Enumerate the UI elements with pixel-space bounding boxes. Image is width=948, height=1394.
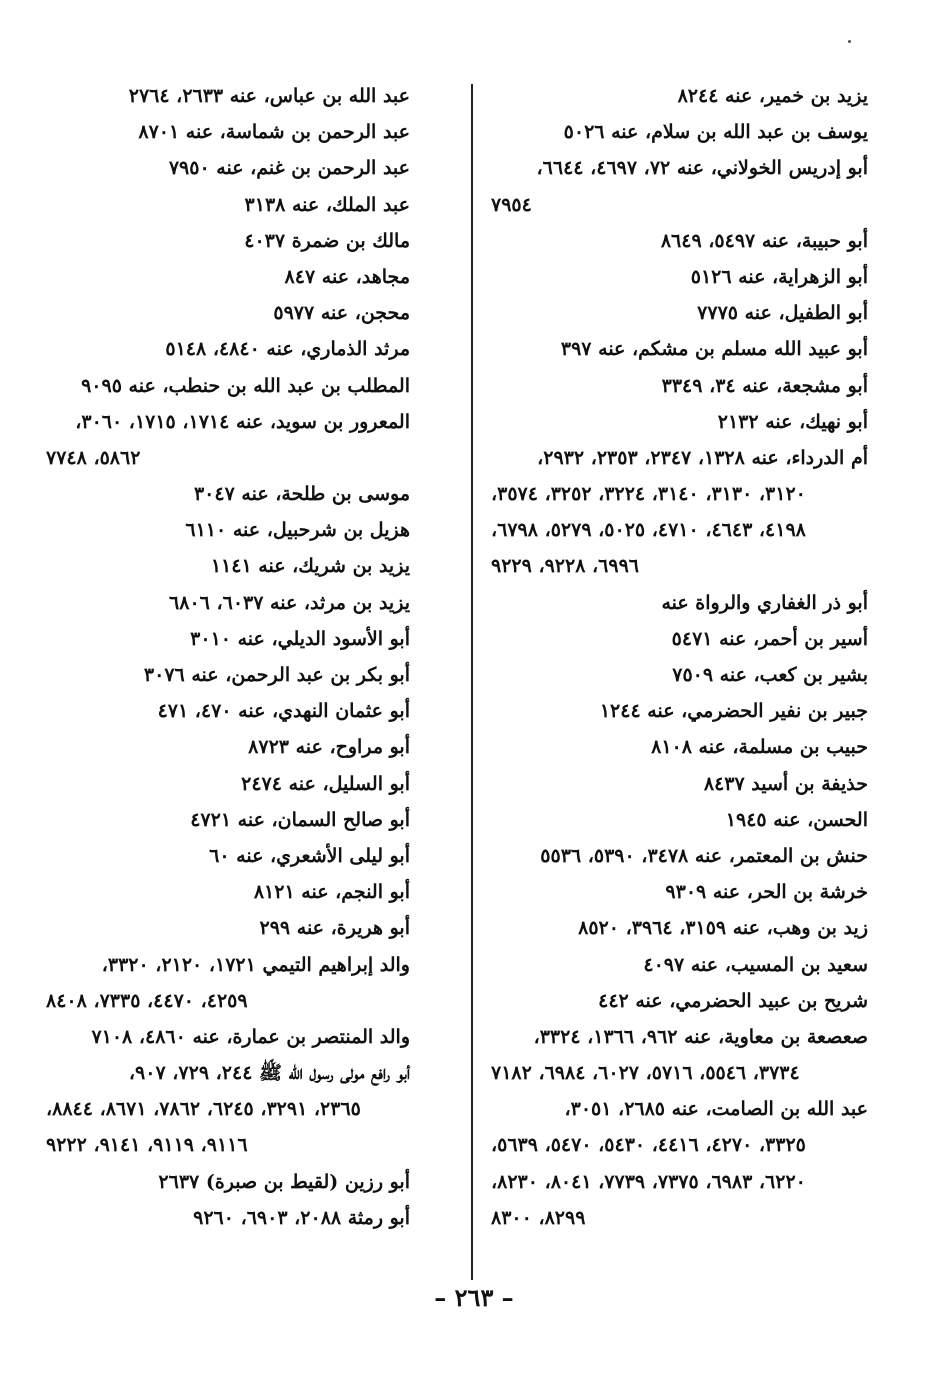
index-entry: عبد الملك، عنه ٣١٣٨ bbox=[244, 193, 410, 216]
index-entry: أسير بن أحمر، عنه ٥٤٧١ bbox=[671, 627, 868, 650]
index-entry-continuation: ٨٢٩٩، ٨٣٠٠ bbox=[491, 1206, 586, 1229]
index-entry: شريح بن عبيد الحضرمي، عنه ٤٤٢ bbox=[598, 989, 868, 1012]
index-entry: أبو صالح السمان، عنه ٤٧٢١ bbox=[190, 808, 410, 831]
index-entry: يزيد بن شريك، عنه ١١٤١ bbox=[210, 555, 410, 578]
index-entry-continuation: ٥٨٦٢، ٧٧٤٨ bbox=[46, 446, 141, 469]
index-entry: يوسف بن عبد الله بن سلام، عنه ٥٠٢٦ bbox=[563, 121, 868, 144]
index-entry: حنش بن المعتمر، عنه ٣٤٧٨، ٥٣٩٠، ٥٥٣٦ bbox=[540, 844, 868, 867]
index-entry: أبو عبيد الله مسلم بن مشكم، عنه ٣٩٧ bbox=[560, 338, 868, 361]
index-entry: أبو نهيك، عنه ٢١٣٢ bbox=[717, 410, 868, 433]
index-entry-continuation: ٢٣٦٥، ٣٢٩١، ٦٢٤٥، ٧٨٦٢، ٨٦٧١، ٨٨٤٤، bbox=[46, 1098, 361, 1121]
index-entry: عبد الله بن الصامت، عنه ٢٦٨٥، ٣٠٥١، bbox=[564, 1098, 868, 1121]
index-entry: مالك بن ضمرة ٤٠٣٧ bbox=[244, 229, 410, 252]
index-entry: مجاهد، عنه ٨٤٧ bbox=[284, 265, 410, 288]
index-entry: سعيد بن المسيب، عنه ٤٠٩٧ bbox=[643, 953, 868, 976]
index-entry-continuation: ٣٧٣٤، ٥٥٤٦، ٥٧١٦، ٦٠٢٧، ٦٩٨٤، ٧١٨٢ bbox=[491, 1062, 800, 1085]
index-entry: أبو الطفيل، عنه ٧٧٧٥ bbox=[697, 302, 868, 325]
index-entry: المعرور بن سويد، عنه ١٧١٤، ١٧١٥، ٣٠٦٠، bbox=[75, 410, 410, 433]
index-entry: عبد الرحمن بن غنم، عنه ٧٩٥٠ bbox=[168, 157, 410, 180]
index-entry: المطلب بن عبد الله بن حنطب، عنه ٩٠٩٥ bbox=[81, 374, 410, 397]
left-index-column bbox=[46, 78, 428, 1236]
index-entry: أبو رافع مولى رسول الله ﷺ ٢٤٤، ٧٢٩، ٩٠٧، bbox=[128, 1062, 410, 1085]
index-entry: محجن، عنه ٥٩٧٧ bbox=[273, 302, 410, 325]
index-entry: أبو الأسود الديلي، عنه ٣٠١٠ bbox=[190, 627, 410, 650]
index-entry: بشير بن كعب، عنه ٧٥٠٩ bbox=[672, 664, 868, 686]
index-entry: أبو إدريس الخولاني، عنه ٧٢، ٤٦٩٧، ٦٦٤٤، bbox=[536, 157, 868, 180]
index-entry: زيد بن وهب، عنه ٣١٥٩، ٣٩٦٤، ٨٥٢٠ bbox=[578, 917, 868, 940]
page-number: – ٢٦٣ – bbox=[434, 1283, 514, 1312]
index-entry: أبو ذر الغفاري والرواة عنه bbox=[661, 591, 868, 614]
index-entry: أبو حبيبة، عنه ٥٤٩٧، ٨٦٤٩ bbox=[660, 229, 868, 252]
index-entry-continuation: ٦٩٩٦، ٩٢٢٨، ٩٢٢٩ bbox=[491, 555, 639, 578]
index-entry-continuation: ٣٣٢٥، ٤٢٧٠، ٤٤١٦، ٥٤٣٠، ٥٤٧٠، ٥٦٣٩، bbox=[491, 1134, 806, 1157]
index-entry: أم الدرداء، عنه ١٣٢٨، ٢٣٤٧، ٢٣٥٣، ٢٩٣٢، bbox=[537, 446, 868, 469]
index-entry: أبو عثمان النهدي، عنه ٤٧٠، ٤٧١ bbox=[157, 700, 410, 723]
index-entry: موسى بن طلحة، عنه ٣٠٤٧ bbox=[193, 483, 410, 506]
column-divider bbox=[471, 84, 473, 1280]
index-entry-continuation: ٩١١٦، ٩١١٩، ٩١٤١، ٩٢٢٢ bbox=[46, 1134, 248, 1157]
index-entry: جبير بن نفير الحضرمي، عنه ١٢٤٤ bbox=[599, 700, 868, 723]
index-entry-continuation: ٤١٩٨، ٤٦٤٣، ٤٧١٠، ٥٠٢٥، ٥٢٧٩، ٦٧٩٨، bbox=[491, 519, 806, 542]
index-entry: أبو مشجعة، عنه ٣٤، ٣٣٤٩ bbox=[661, 374, 868, 397]
index-entry: أبو ليلى الأشعري، عنه ٦٠ bbox=[209, 844, 410, 867]
index-entry-continuation: ٦٢٢٠، ٦٩٨٣، ٧٣٧٥، ٧٧٣٩، ٨٠٤١، ٨٢٣٠، bbox=[491, 1170, 806, 1193]
index-entry: هزيل بن شرحبيل، عنه ٦١١٠ bbox=[185, 519, 410, 542]
index-entry: يزيد بن مرثد، عنه ٦٠٣٧، ٦٨٠٦ bbox=[169, 591, 410, 614]
index-entry: والد إبراهيم التيمي ١٧٢١، ٢١٢٠، ٣٣٢٠، bbox=[101, 953, 410, 976]
index-entry: أبو رمثة ٢٠٨٨، ٦٩٠٣، ٩٢٦٠ bbox=[193, 1206, 410, 1229]
index-entry: أبو هريرة، عنه ٢٩٩ bbox=[259, 917, 410, 940]
index-entry: أبو رزين (لقيط بن صبرة) ٢٦٣٧ bbox=[158, 1170, 410, 1193]
index-entry: حذيفة بن أسيد ٨٤٣٧ bbox=[703, 772, 868, 795]
index-entry: أبو الزهراية، عنه ٥١٢٦ bbox=[690, 265, 868, 288]
index-entry: عبد الله بن عباس، عنه ٢٦٣٣، ٢٧٦٤ bbox=[128, 85, 410, 107]
index-entry: مرثد الذماري، عنه ٤٨٤٠، ٥١٤٨ bbox=[165, 338, 410, 361]
index-entry: أبو النجم، عنه ٨١٢١ bbox=[253, 881, 410, 904]
index-entry: أبو بكر بن عبد الرحمن، عنه ٣٠٧٦ bbox=[143, 664, 410, 686]
right-index-column bbox=[491, 78, 886, 1236]
index-entry: خرشة بن الحر، عنه ٩٣٠٩ bbox=[665, 881, 868, 904]
index-entry-continuation: ٧٩٥٤ bbox=[491, 193, 532, 216]
index-entry: أبو السليل، عنه ٢٤٧٤ bbox=[241, 772, 410, 795]
index-entry: يزيد بن خمير، عنه ٨٢٤٤ bbox=[677, 85, 868, 107]
index-entry: والد المنتصر بن عمارة، عنه ٤٨٦٠، ٧١٠٨ bbox=[91, 1025, 410, 1048]
index-entry: حبيب بن مسلمة، عنه ٨١٠٨ bbox=[651, 736, 868, 759]
index-entry: أبو مراوح، عنه ٨٧٢٣ bbox=[248, 736, 410, 759]
index-entry-continuation: ٣١٢٠، ٣١٣٠، ٣١٤٠، ٣٢٢٤، ٣٢٥٢، ٣٥٧٤، bbox=[491, 483, 806, 506]
index-entry: الحسن، عنه ١٩٤٥ bbox=[725, 808, 868, 831]
index-entry-continuation: ٤٢٥٩، ٤٤٧٠، ٧٣٣٥، ٨٤٠٨ bbox=[46, 989, 248, 1012]
index-entry: عبد الرحمن بن شماسة، عنه ٨٧٠١ bbox=[138, 121, 410, 144]
scan-speck bbox=[848, 40, 851, 43]
index-entry: صعصعة بن معاوية، عنه ٩٦٢، ١٣٦٦، ٣٣٢٤، bbox=[533, 1025, 868, 1048]
